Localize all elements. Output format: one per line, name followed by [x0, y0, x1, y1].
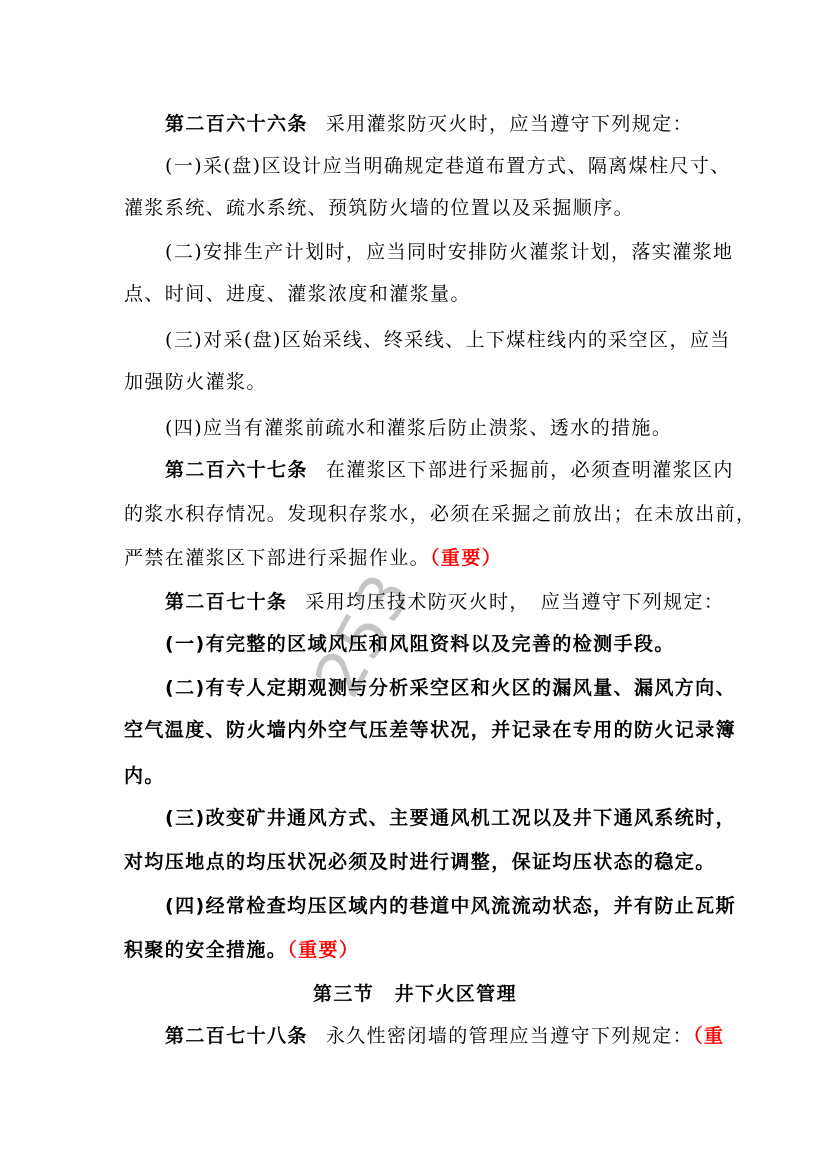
article-title: 第二百六十六条 — [165, 113, 308, 135]
important-tag: （重 — [693, 1025, 725, 1047]
paragraph-line: (一)有完整的区域风压和风阻资料以及完善的检测手段。 — [165, 633, 675, 655]
article-270-heading — [165, 590, 755, 614]
paragraph-line: 灌浆系统、疏水系统、预筑防火墙的位置以及采掘顺序。 — [124, 197, 635, 219]
article-title: 第二百七十八条 — [165, 1025, 308, 1047]
paragraph-line — [124, 938, 714, 962]
article-text: 采用均压技术防灭火时， 应当遵守下列规定： — [305, 591, 725, 613]
important-tag: （重要） — [430, 547, 503, 569]
article-text: 积聚的安全措施。 — [124, 939, 288, 961]
paragraph-line: 对均压地点的均压状况必须及时进行调整，保证均压状态的稳定。 — [124, 851, 716, 873]
article-title: 第二百六十七条 — [165, 459, 308, 481]
article-266-heading — [165, 112, 755, 136]
article-text: 采用灌浆防灭火时，应当遵守下列规定： — [325, 113, 694, 135]
important-tag: （重要） — [287, 939, 360, 961]
paragraph-line: (三)对采(盘)区始采线、终采线、上下煤柱线内的采空区，应当 — [165, 329, 731, 351]
section-heading: 第三节 井下火区管理 — [312, 983, 517, 1005]
paragraph-line: (四)经常检查均压区域内的巷道中风流流动状态，并有防止瓦斯 — [165, 895, 736, 917]
article-267-heading — [165, 458, 755, 482]
paragraph-line: (一)采(盘)区设计应当明确规定巷道布置方式、隔离煤柱尺寸、 — [165, 155, 731, 177]
page-number-watermark: 253 — [301, 561, 427, 709]
article-title: 第二百七十条 — [165, 591, 288, 613]
paragraph-line: 加强防火灌浆。 — [124, 371, 267, 393]
paragraph-line: 内。 — [124, 765, 165, 787]
paragraph-line: 的浆水积存情况。发现积存浆水，必须在采掘之前放出；在未放出前， — [124, 503, 757, 525]
article-text: 严禁在灌浆区下部进行采掘作业。 — [124, 547, 431, 569]
article-text: 永久性密闭墙的管理应当遵守下列规定： — [325, 1025, 694, 1047]
paragraph-line: (二)安排生产计划时，应当同时安排防火灌浆计划，落实灌浆地 — [165, 241, 734, 263]
paragraph-line: (四)应当有灌浆前疏水和灌浆后防止溃浆、透水的措施。 — [165, 417, 673, 439]
paragraph-line: 空气温度、防火墙内外空气压差等状况，并记录在专用的防火记录簿 — [124, 719, 737, 741]
paragraph-line: (三)改变矿井通风方式、主要通风机工况以及井下通风系统时， — [165, 807, 736, 829]
paragraph-line: (二)有专人定期观测与分析采空区和火区的漏风量、漏风方向、 — [165, 677, 736, 699]
paragraph-line: 点、时间、进度、灌浆浓度和灌浆量。 — [124, 283, 471, 305]
article-text: 在灌浆区下部进行采掘前，必须查明灌浆区内 — [325, 459, 734, 481]
article-278-heading — [165, 1024, 755, 1048]
paragraph-line — [124, 546, 714, 570]
